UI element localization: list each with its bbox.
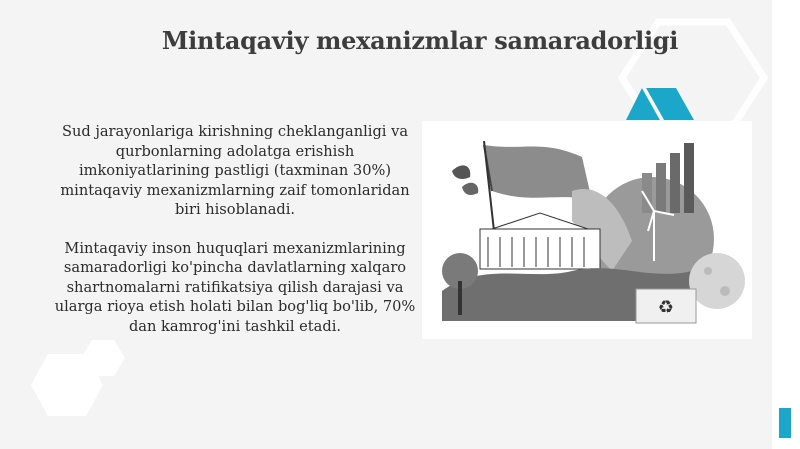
accent-tab: [779, 408, 791, 438]
svg-text:♻: ♻: [657, 297, 675, 318]
right-edge-bar: [772, 0, 800, 449]
triangle-decoration: [620, 82, 700, 124]
collage-illustration: [422, 121, 752, 339]
illustration-image: [422, 121, 752, 339]
slide-title: Mintaqaviy mexanizmlar samaradorligi: [161, 26, 679, 55]
paragraph-mechanism-effectiveness: Mintaqaviy inson huquqlari mexanizmlarining samaradorligi ko'pincha davlatlarning xalqaro shartnomalarni ratifikatsiya qilish darajasi va ularga rioya etish holati bilan bog'liq bo'lib, 70% dan kamrog'ini tashkil etadi.: [54, 239, 416, 335]
slide-body: [50, 122, 420, 355]
paragraph-access-to-justice: Sud jarayonlariga kirishning cheklanganligi va qurbonlarning adolatga erishish imkoniyatlarining pastligi (taxminan 30%) mintaqaviy mexanizmlarning zaif tomonlaridan biri hisoblanadi.: [60, 123, 410, 218]
hexagon-large-decoration: [30, 352, 104, 418]
